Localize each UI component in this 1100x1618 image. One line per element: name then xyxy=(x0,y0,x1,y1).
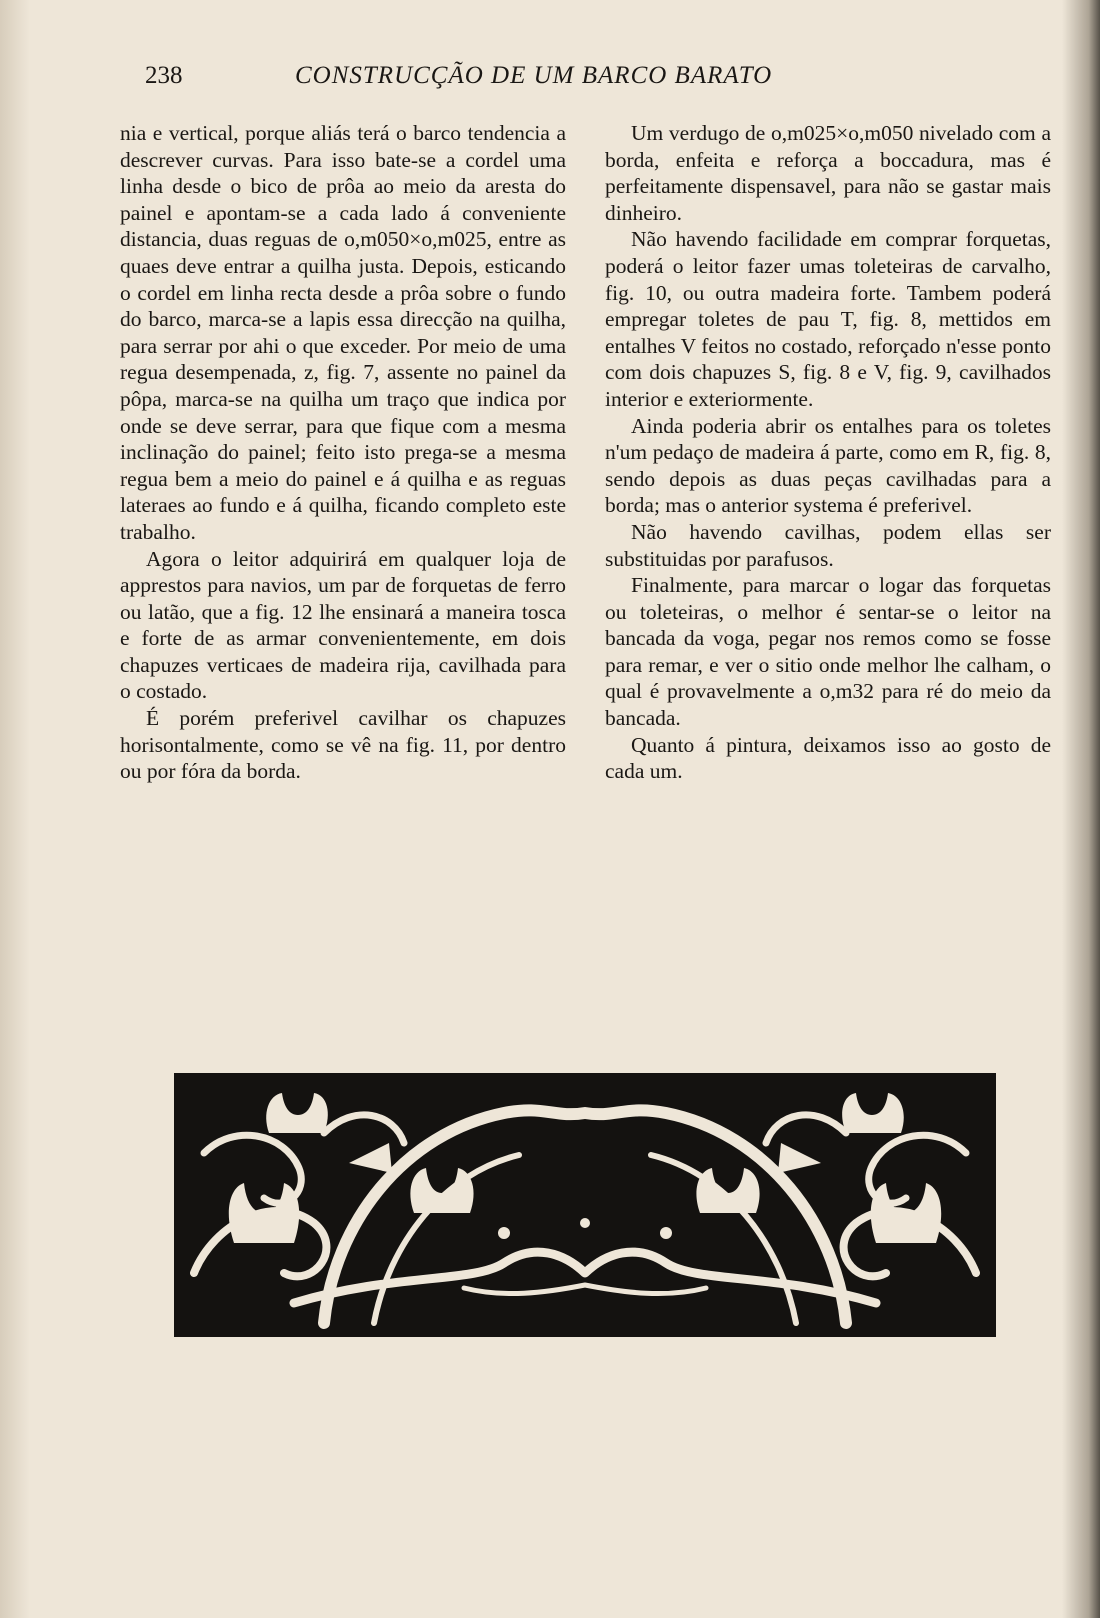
page-edge-shadow xyxy=(1062,0,1100,1618)
left-column xyxy=(120,120,566,785)
paragraph: Não havendo facilidade em comprar forquetas, poderá o leitor fazer umas toleteiras de carvalho, fig. 10, ou outra madeira forte. Tambem poderá empregar toletes de pau T, fig. 8, mettidos em entalhes V feitos no costado, reforçado n'esse ponto com dois chapuzes S, fig. 8 e V, fig. 9, cavilhados interior e exteriormente. xyxy=(605,227,1051,411)
right-column xyxy=(605,120,1051,785)
paragraph: Agora o leitor adquirirá em qualquer loja de apprestos para navios, um par de forquetas de ferro ou latão, que a fig. 12 lhe ensinará a maneira tosca e forte de as armar convenientemente, em dois chapuzes verticaes de madeira rija, cavilhada para o costado. xyxy=(120,546,566,704)
ornament-dot xyxy=(498,1227,510,1239)
paragraph: Quanto á pintura, deixamos isso ao gosto de cada um. xyxy=(605,732,1051,784)
paragraph: Um verdugo de o,m025×o,m050 nivelado com a borda, enfeita e reforça a boccadura, mas é perfeitamente dispensavel, para não se gastar mais dinheiro. xyxy=(605,121,1051,225)
paragraph: Não havendo cavilhas, podem ellas ser substituidas por parafusos. xyxy=(605,519,1051,571)
running-title: CONSTRUCÇÃO DE UM BARCO BARATO xyxy=(295,62,773,89)
paragraph: nia e vertical, porque aliás terá o barco tendencia a descrever curvas. Para isso bate-se a cordel uma linha desde o bico de prôa ao meio da aresta do painel e apontam-se a cada lado á conveniente distancia, duas reguas de o,m050×o,m025, entre as quaes deve entrar a quilha justa. Depois, esticando o cordel em linha recta desde a prôa sobre o fundo do barco, marca-se a lapis essa direcção na quilha, para serrar por ahi o que exceder. Por meio de uma regua desempenada, z, fig. 7, assente no painel da pôpa, marca-se na quilha um traço que indica por onde se deve serrar, para que fique com a mesma inclinação do painel; feito isto prega-se a mesma regua bem a meio do painel e á quilha e as reguas lateraes ao fundo e á quilha, ficando completo este trabalho. xyxy=(120,121,566,544)
page-number: 238 xyxy=(145,62,183,89)
ornament-tailpiece xyxy=(174,1073,996,1337)
paragraph: Ainda poderia abrir os entalhes para os toletes n'um pedaço de madeira á parte, como em R, fig. 8, sendo depois as duas peças cavilhadas para a borda; mas o anterior systema é preferivel. xyxy=(605,413,1051,518)
page-header xyxy=(145,62,885,98)
ornament-dot xyxy=(580,1218,590,1228)
paragraph: É porém preferivel cavilhar os chapuzes horisontalmente, como se vê na fig. 11, por dentro ou por fóra da borda. xyxy=(120,706,566,784)
page-gutter-shadow xyxy=(0,0,30,1618)
ornament-dot xyxy=(660,1227,672,1239)
paragraph: Finalmente, para marcar o logar das forquetas ou toleteiras, o melhor é sentar-se o leitor na bancada da voga, pegar nos remos como se fosse para remar, e ver o sitio onde melhor lhe calham, o qual é provavelmente a o,m32 para ré do meio da bancada. xyxy=(605,573,1051,731)
